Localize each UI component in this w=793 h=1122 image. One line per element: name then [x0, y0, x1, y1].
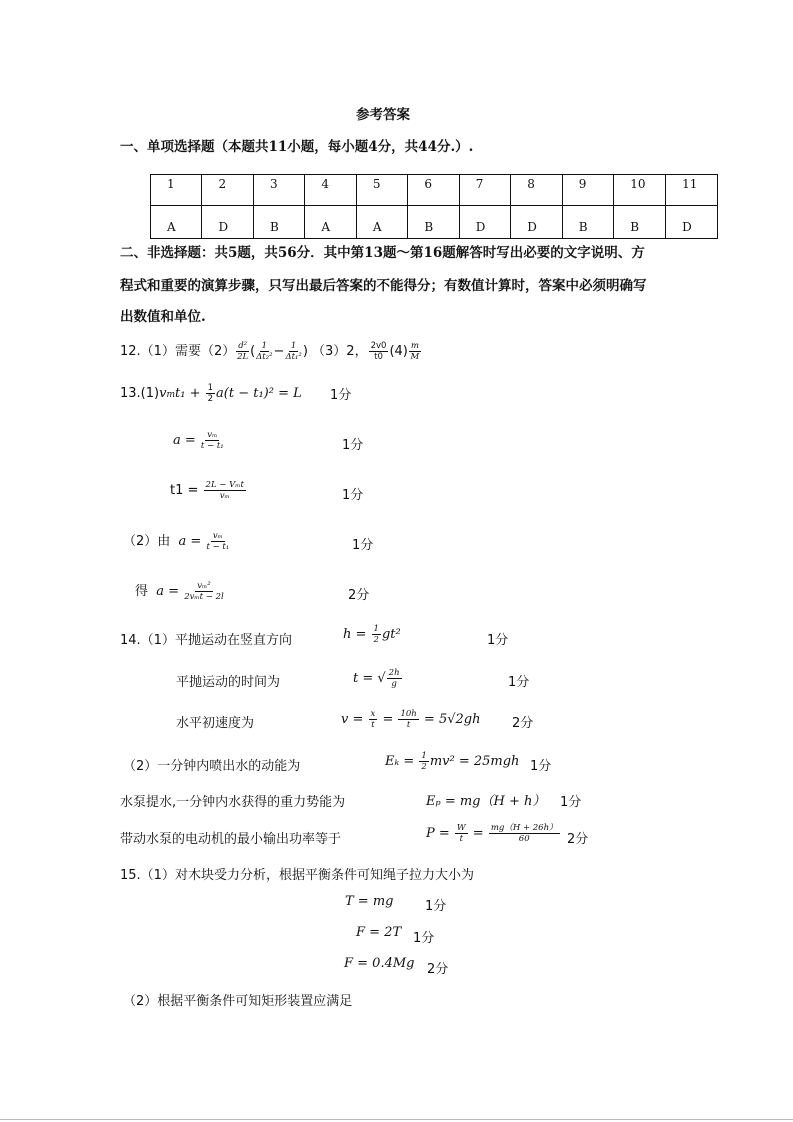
page-title: 参考答案 [356, 107, 410, 123]
q14-label2: 平抛运动的时间为 [176, 675, 281, 690]
fraction: $\frac{1}{\text{Δt₂²}}$ [256, 341, 273, 362]
q14-label4: （2）一分钟内喷出水的动能为 [123, 759, 301, 774]
fraction: $\frac{1}{\text{Δt₁²}}$ [285, 341, 302, 362]
fraction: $\frac{2v0}{t0}$ [370, 341, 387, 362]
q14-eq2: t = √ $\frac{2h}{g}$ [353, 668, 400, 689]
question-number-cell: 2 [202, 175, 254, 206]
answer-cell: D [666, 206, 718, 239]
question-number-row [151, 175, 718, 206]
section2-line2: 程式和重要的演算步骤，只写出最后答案的不能得分；有数值计算时，答案中必须明确写 [120, 278, 647, 294]
q13-eq1: 13.(1)vmt₁ + $\frac{1}{2}$ a(t − t₁)² = L [120, 383, 302, 404]
answer-cell: A [356, 206, 407, 239]
q15-label1: 15.（1）对木块受力分析，根据平衡条件可知绳子拉力大小为 [120, 868, 474, 883]
fraction: $\frac{1}{2}$ [373, 624, 379, 645]
question-number-cell: 11 [666, 175, 718, 206]
answer-cell: D [202, 206, 254, 239]
fraction: vₘ² 2vₘt − 2l [184, 581, 224, 602]
q14-eq3: v = $\frac{x}{t}$ = $\frac{10h}{t}$ = 5√2gh [341, 709, 481, 730]
answer-cell: A [151, 206, 202, 239]
answer-cell: B [408, 206, 459, 239]
answer-cell: D [459, 206, 511, 239]
question-number-cell: 6 [408, 175, 459, 206]
fraction: $\frac{mg(H + 26h)}{60}$ [490, 823, 558, 844]
question-number-cell: 4 [305, 175, 356, 206]
q14-label6: 带动水泵的电动机的最小输出功率等于 [120, 832, 342, 847]
q13-eq4: （2）由 a = $\frac{\text{vₘ}}{\text{t − t₁}}$ [123, 531, 230, 552]
q13-score5: 2分 [348, 588, 370, 603]
q14-score4: 1分 [530, 759, 552, 774]
fraction: $\frac{1}{2}$ [421, 751, 427, 772]
q13-eq3: t1 = 2L − Vₘt vₘ [170, 480, 244, 501]
q14-eq5: Eₚ = mg（H + h） [426, 794, 546, 809]
q14-label3: 水平初速度为 [176, 716, 255, 731]
q14-eq4: Eₖ = $\frac{1}{2}$ mv² = 25mgh [385, 751, 520, 772]
q15-eq3: F = 0.4Mg [344, 956, 415, 971]
answer-cell: D [511, 206, 563, 239]
q15-score3: 2分 [427, 962, 449, 977]
q14-score2: 1分 [508, 675, 530, 690]
question-number-cell: 1 [151, 175, 202, 206]
fraction: $\frac{1}{2}$ [207, 383, 214, 404]
fraction: $\frac{\text{vₘ}}{\text{t − t₁}}$ [206, 531, 230, 552]
answer-cell: B [614, 206, 666, 239]
q12-answer: 12.（1）需要（2） $\frac{\text{d²}}{2L}$ ( $\frac{1}{\text{Δt₂²}}$ − $\frac{1}{\text{Δt₁²}}$ ) （3）2， $\frac{2v0}{t0}$ (4) $\frac{m}{M}$ [120, 341, 420, 362]
fraction: $\frac{\text{vₘ}}{\text{t − t₁}}$ [200, 430, 224, 451]
q13-score1: 1分 [330, 388, 352, 403]
q13-eq2: a = $\frac{\text{vₘ}}{\text{t − t₁}}$ [173, 430, 224, 451]
answer-row [151, 206, 718, 239]
q14-eq6: P = $\frac{W}{t}$ = $\frac{mg(H + 26h)}{60}$ [426, 823, 558, 844]
question-number-cell: 10 [614, 175, 666, 206]
page-bottom-divider [0, 1119, 793, 1120]
q13-score3: 1分 [342, 488, 364, 503]
q14-label5: 水泵提水,一分钟内水获得的重力势能为 [120, 795, 346, 810]
fraction: $\frac{x}{t}$ [370, 709, 376, 730]
q14-score5: 1分 [560, 795, 582, 810]
answer-cell: B [562, 206, 613, 239]
fraction: $\frac{2h}{g}$ [388, 668, 400, 689]
q15-eq1: T = mg [345, 894, 394, 909]
question-number-cell: 9 [562, 175, 613, 206]
question-number-cell: 8 [511, 175, 563, 206]
q14-label1: 14.（1）平抛运动在竖直方向 [120, 633, 292, 648]
fraction: 2L − Vₘt vₘ [205, 480, 244, 501]
fraction: $\frac{m}{M}$ [410, 341, 420, 362]
section1-heading: 一、单项选择题（本题共11小题，每小题4分，共44分.）. [120, 139, 474, 155]
answer-cell: B [253, 206, 304, 239]
q15-eq2: F = 2T [356, 925, 402, 940]
q15-score1: 1分 [425, 899, 447, 914]
fraction: $\frac{\text{d²}}{2L}$ [237, 341, 249, 362]
q13-eq5: 得 a = vₘ² 2vₘt − 2l [135, 581, 224, 602]
answer-cell: A [305, 206, 356, 239]
question-number-cell: 5 [356, 175, 407, 206]
q14-score6: 2分 [567, 832, 589, 847]
q14-eq1: h = $\frac{1}{2}$ gt² [343, 624, 401, 645]
q13-score2: 1分 [342, 438, 364, 453]
fraction: $\frac{W}{t}$ [456, 823, 466, 844]
q14-score3: 2分 [512, 716, 534, 731]
section2-line3: 出数值和单位. [120, 309, 206, 325]
fraction: $\frac{10h}{t}$ [400, 709, 417, 730]
q12-text: 12.（1）需要（2） [120, 344, 236, 359]
q14-score1: 1分 [487, 633, 509, 648]
answer-table [150, 174, 718, 239]
q15-label2: （2）根据平衡条件可知矩形装置应满足 [123, 994, 353, 1009]
q15-score2: 1分 [413, 931, 435, 946]
question-number-cell: 7 [459, 175, 511, 206]
question-number-cell: 3 [253, 175, 304, 206]
q13-score4: 1分 [352, 538, 374, 553]
section2-line1: 二、非选择题：共5题，共56分．其中第13题～第16题解答时写出必要的文字说明、方 [120, 245, 645, 261]
